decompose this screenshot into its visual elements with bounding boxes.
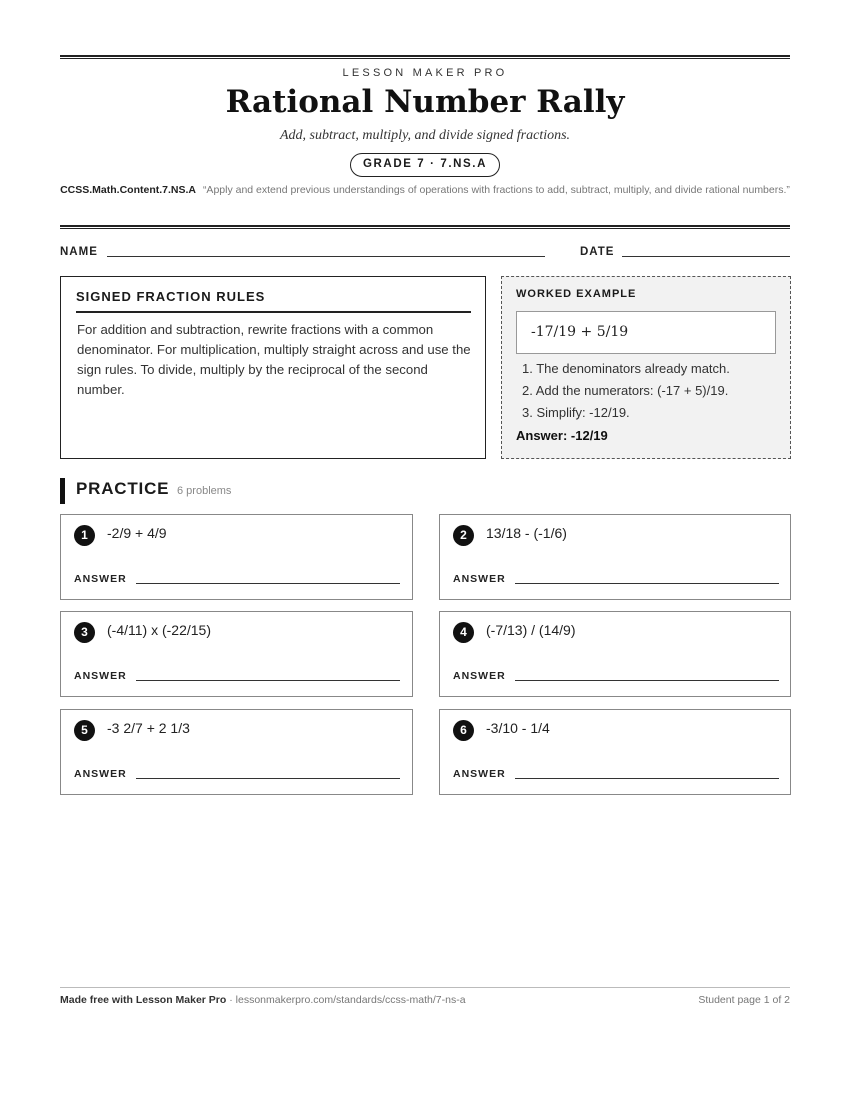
answer-label: ANSWER bbox=[74, 670, 127, 682]
answer-label: ANSWER bbox=[74, 768, 127, 780]
page-title: Rational Number Rally bbox=[225, 84, 625, 120]
problem-card-4 bbox=[439, 611, 791, 697]
answer-field[interactable] bbox=[515, 583, 779, 584]
worked-example-problem: -17/19 + 5/19 bbox=[516, 311, 776, 354]
answer-field[interactable] bbox=[515, 778, 779, 779]
problem-card-5 bbox=[60, 709, 413, 795]
footer-rule bbox=[60, 987, 790, 988]
problem-number-badge: 6 bbox=[453, 720, 474, 741]
grade-badge: GRADE 7 · 7.NS.A bbox=[350, 153, 500, 177]
standard-code: CCSS.Math.Content.7.NS.A bbox=[60, 184, 197, 196]
problem-text: -3/10 - 1/4 bbox=[486, 720, 550, 736]
problem-text: 13/18 - (-1/6) bbox=[486, 525, 567, 541]
problem-number-badge: 3 bbox=[74, 622, 95, 643]
worked-example-heading: WORKED EXAMPLE bbox=[516, 288, 637, 300]
problem-text: -3 2/7 + 2 1/3 bbox=[107, 720, 190, 736]
worked-example-steps bbox=[522, 358, 730, 424]
answer-field[interactable] bbox=[136, 680, 400, 681]
practice-heading: PRACTICE bbox=[76, 479, 170, 498]
footer-made-with: Made free with Lesson Maker Pro bbox=[60, 994, 227, 1006]
problem-text: (-7/13) / (14/9) bbox=[486, 622, 576, 638]
date-field[interactable] bbox=[622, 256, 790, 257]
header-bottom-rule bbox=[60, 225, 790, 229]
answer-field[interactable] bbox=[136, 583, 400, 584]
problem-card-2 bbox=[439, 514, 791, 600]
footer-page-number: Student page 1 of 2 bbox=[698, 994, 790, 1006]
practice-count: 6 problems bbox=[177, 485, 232, 497]
problem-card-3 bbox=[60, 611, 413, 697]
problem-card-6 bbox=[439, 709, 791, 795]
problem-text: (-4/11) x (-22/15) bbox=[107, 622, 211, 638]
rules-body: For addition and subtraction, rewrite fractions with a common denominator. For multiplication, multiply straight across and use the sign rules. To divide, multiply by the reciprocal of the second number. bbox=[77, 322, 471, 397]
practice-accent-bar bbox=[60, 478, 65, 504]
footer-credit bbox=[60, 994, 466, 1006]
worked-example-box bbox=[501, 276, 791, 459]
answer-label: ANSWER bbox=[453, 670, 506, 682]
date-label: DATE bbox=[580, 246, 615, 258]
brand-name: LESSON MAKER PRO bbox=[342, 67, 508, 79]
page-subtitle: Add, subtract, multiply, and divide signed fractions. bbox=[279, 128, 571, 143]
worked-example-step: 1. The denominators already match. bbox=[522, 361, 730, 376]
rules-box bbox=[60, 276, 486, 459]
name-field[interactable] bbox=[107, 256, 545, 257]
worked-example-step: 2. Add the numerators: (-17 + 5)/19. bbox=[522, 383, 729, 398]
answer-field[interactable] bbox=[136, 778, 400, 779]
answer-field[interactable] bbox=[515, 680, 779, 681]
answer-label: ANSWER bbox=[74, 573, 127, 585]
problem-number-badge: 2 bbox=[453, 525, 474, 546]
problem-card-1 bbox=[60, 514, 413, 600]
answer-label: ANSWER bbox=[453, 768, 506, 780]
top-double-rule bbox=[60, 55, 790, 59]
worked-example-answer: Answer: -12/19 bbox=[516, 428, 608, 443]
standard-description bbox=[60, 182, 790, 198]
standard-text: “Apply and extend previous understandings of operations with fractions to add, subtract, multiply, and divide rational numbers.” bbox=[202, 184, 790, 196]
problem-number-badge: 4 bbox=[453, 622, 474, 643]
worked-example-step: 3. Simplify: -12/19. bbox=[522, 405, 630, 420]
name-label: NAME bbox=[60, 246, 98, 258]
problem-text: -2/9 + 4/9 bbox=[107, 525, 167, 541]
rules-heading: SIGNED FRACTION RULES bbox=[76, 289, 471, 313]
answer-label: ANSWER bbox=[453, 573, 506, 585]
problem-number-badge: 5 bbox=[74, 720, 95, 741]
footer-url[interactable]: · lessonmakerpro.com/standards/ccss-math/7-ns-a bbox=[229, 994, 466, 1006]
problem-number-badge: 1 bbox=[74, 525, 95, 546]
